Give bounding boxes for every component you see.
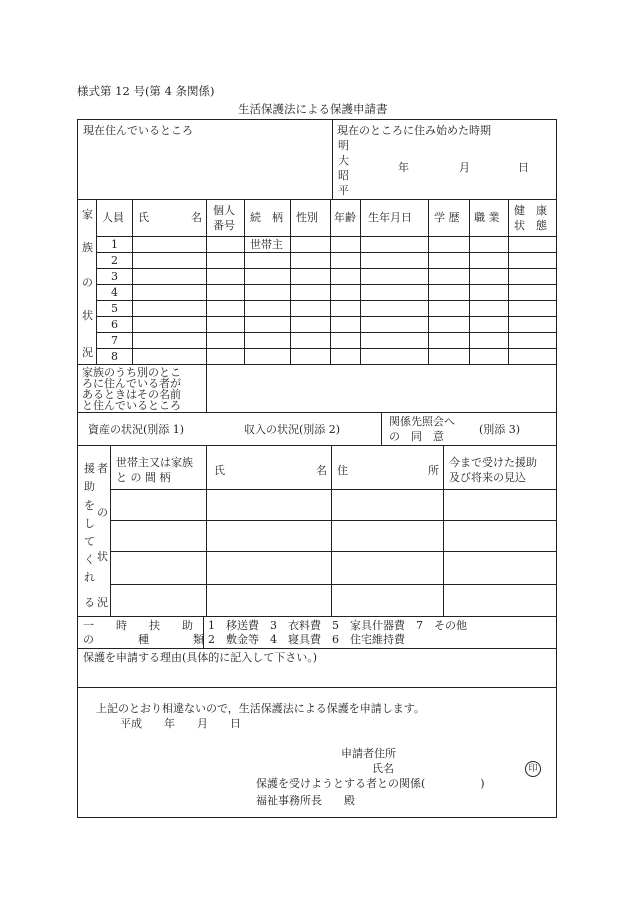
- declaration-date: 平成 年 月 日: [120, 717, 241, 730]
- residence-since-label: 現在のところに住み始めた時期: [337, 124, 491, 137]
- support-side-8: る: [84, 596, 95, 609]
- seal-mark: 印: [525, 761, 541, 777]
- assets-status: 資産の状況(別添 1): [88, 423, 185, 436]
- header-age: 年齢: [334, 211, 356, 224]
- separate-residence-line-2: ろに住んでいる者が: [82, 377, 181, 390]
- separate-residence-line-3: あるときはその名前: [82, 388, 181, 401]
- family-side-label-1: 家: [82, 208, 93, 221]
- era-meiji: 明: [338, 139, 349, 152]
- header-job: 職 業: [474, 211, 500, 224]
- support-side-11: 状: [97, 550, 108, 563]
- row-number: 7: [111, 334, 118, 347]
- header-person: 人員: [102, 211, 124, 224]
- header-birth: 生年月日: [368, 211, 412, 224]
- day-label: 日: [518, 161, 529, 174]
- reason-label: 保護を申請する理由(具体的に記入して下さい。): [83, 651, 318, 664]
- separate-residence-line-4: と住んでいるところ: [82, 399, 181, 412]
- consent-line-1: 関係先照会へ: [389, 415, 455, 428]
- temporary-aid-line-1: 1 移送費 3 衣料費 5 家具什器費 7 その他: [208, 619, 467, 632]
- consent-line-2: の 同 意: [389, 430, 444, 443]
- support-side-9: 者: [97, 462, 108, 475]
- support-side-7: れ: [84, 571, 95, 584]
- declaration-statement: 上記のとおり相違ないので，生活保護法による保護を申請します。: [96, 702, 425, 715]
- month-label: 月: [459, 161, 470, 174]
- support-name-2: 名: [316, 464, 327, 477]
- support-side-3: を: [84, 499, 95, 512]
- income-status: 収入の状況(別添 2): [244, 423, 341, 436]
- support-address-2: 所: [428, 464, 439, 477]
- row-number: 4: [111, 286, 118, 299]
- row-number: 1: [111, 238, 118, 251]
- family-side-label-4: 状: [82, 309, 93, 322]
- support-side-1: 援: [84, 462, 95, 475]
- support-side-6: く: [84, 553, 95, 566]
- support-history-1: 今まで受けた援助: [449, 456, 537, 469]
- form-title: 生活保護法による保護申請書: [238, 102, 388, 116]
- temporary-aid-label-2: の 種 類: [83, 633, 204, 646]
- family-side-label-3: の: [82, 276, 93, 289]
- year-label: 年: [398, 161, 409, 174]
- support-name-1: 氏: [214, 464, 225, 477]
- relationship-to-recipient: 保護を受けようとする者との関係( ): [256, 777, 485, 790]
- support-address-1: 住: [337, 464, 348, 477]
- row-number: 3: [111, 270, 118, 283]
- support-side-5: て: [84, 535, 95, 548]
- header-name-1: 氏: [138, 211, 149, 224]
- row-number: 2: [111, 254, 118, 267]
- header-education: 学 歴: [434, 211, 460, 224]
- support-history-2: 及び将来の見込: [449, 471, 526, 484]
- consent-line-3: (別添 3): [479, 423, 521, 436]
- support-relation-1: 世帯主又は家族: [116, 456, 193, 469]
- header-id-2: 番号: [213, 219, 235, 232]
- temporary-aid-line-2: 2 敷金等 4 寝具費 6 住宅維持費: [208, 633, 405, 646]
- form-number: 様式第 12 号(第 4 条関係): [77, 84, 215, 98]
- header-sex: 性別: [296, 211, 318, 224]
- addressee: 福祉事務所長 殿: [256, 794, 355, 807]
- support-side-4: し: [84, 517, 95, 530]
- row-number: 6: [111, 318, 118, 331]
- support-side-10: の: [97, 506, 108, 519]
- separate-residence-line-1: 家族のうち別のとこ: [82, 366, 181, 379]
- family-side-label-2: 族: [82, 241, 93, 254]
- current-residence-label: 現在住んでいるところ: [83, 124, 193, 137]
- application-form: [77, 119, 557, 818]
- era-taisho: 大: [338, 154, 349, 167]
- support-side-2: 助: [84, 480, 95, 493]
- temporary-aid-label-1: 一 時 扶 助: [83, 619, 193, 632]
- header-name-2: 名: [191, 211, 202, 224]
- row-number: 5: [111, 302, 118, 315]
- head-of-household-label: 世帯主: [250, 238, 283, 251]
- applicant-address-label: 申請者住所: [341, 747, 396, 760]
- header-health-1: 健 康: [514, 204, 547, 217]
- era-showa: 昭: [338, 169, 349, 182]
- support-side-12: 況: [97, 596, 108, 609]
- row-number: 8: [111, 350, 118, 363]
- header-relation: 続 柄: [250, 211, 283, 224]
- applicant-name-label: 氏名: [372, 762, 394, 775]
- family-side-label-5: 況: [82, 346, 93, 359]
- header-health-2: 状 態: [514, 219, 547, 232]
- era-heisei: 平: [338, 184, 349, 197]
- support-relation-2: と の 間 柄: [116, 471, 171, 484]
- header-id-1: 個人: [213, 204, 235, 217]
